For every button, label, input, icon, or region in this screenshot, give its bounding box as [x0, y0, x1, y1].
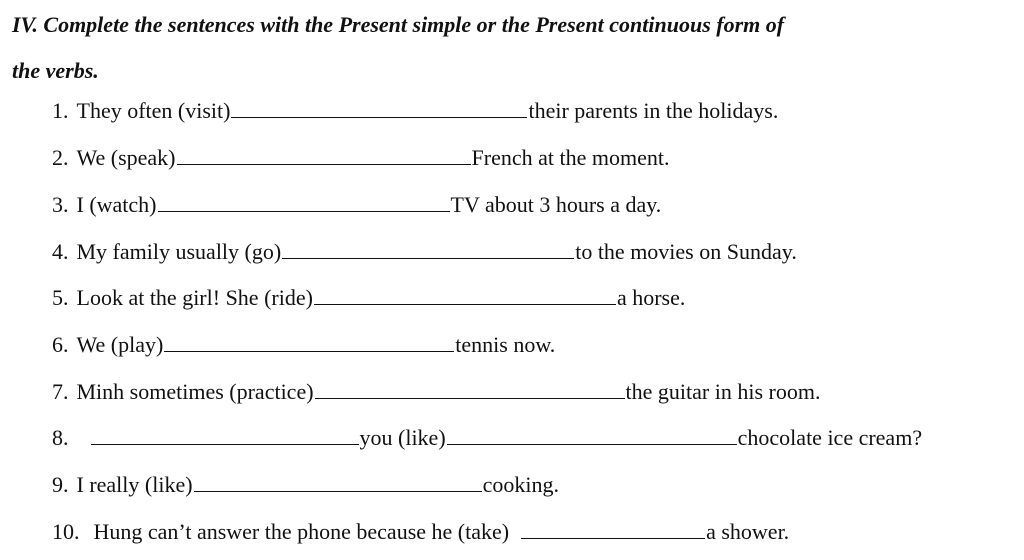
sentence-text-after: chocolate ice cream?: [737, 425, 923, 450]
sentence-text-middle: you (like): [359, 425, 446, 450]
sentence-text-after: TV about 3 hours a day.: [450, 192, 662, 217]
sentence-2: [52, 144, 669, 172]
sentence-text-before: Look at the girl! She (ride): [76, 285, 313, 310]
sentence-text-before: We (play): [76, 332, 164, 357]
answer-blank[interactable]: [282, 257, 574, 259]
sentence-number: 4.: [52, 239, 69, 264]
sentence-number: 7.: [52, 379, 69, 404]
sentence-text-after: French at the moment.: [471, 145, 670, 170]
answer-blank[interactable]: [314, 303, 616, 305]
sentence-4: [52, 238, 797, 266]
sentence-text-after: their parents in the holidays.: [528, 98, 779, 123]
answer-blank[interactable]: [231, 116, 527, 118]
sentence-text-after: to the movies on Sunday.: [575, 239, 797, 264]
sentence-text-before: I really (like): [76, 472, 193, 497]
sentence-text-after: tennis now.: [455, 332, 556, 357]
sentence-number: 1.: [52, 98, 69, 123]
sentence-8: [52, 424, 922, 452]
sentence-number: 6.: [52, 332, 69, 357]
sentence-number: 8.: [52, 425, 69, 450]
sentence-9: [52, 471, 559, 499]
answer-blank[interactable]: [158, 210, 450, 212]
answer-blank[interactable]: [521, 537, 705, 539]
sentence-text-before: We (speak): [76, 145, 176, 170]
answer-blank[interactable]: [194, 490, 482, 492]
sentence-text-before: Minh sometimes (practice): [76, 379, 314, 404]
sentence-text-after: cooking.: [482, 472, 559, 497]
sentence-number: 5.: [52, 285, 69, 310]
answer-blank[interactable]: [177, 163, 471, 165]
sentence-10: [52, 518, 789, 546]
sentence-number: 9.: [52, 472, 69, 497]
sentence-text-before: I (watch): [76, 192, 157, 217]
sentence-1: [52, 97, 778, 125]
exercise-heading: [12, 2, 1012, 94]
sentence-text-before: Hung can’t answer the phone because he (take): [93, 519, 510, 544]
sentence-number: 3.: [52, 192, 69, 217]
sentence-text-after: the guitar in his room.: [625, 379, 821, 404]
sentence-number: 10.: [52, 519, 80, 544]
exercise-heading-line-1: IV. Complete the sentences with the Present simple or the Present continuous form of: [12, 12, 785, 37]
sentence-7: [52, 378, 820, 406]
answer-blank-2[interactable]: [447, 443, 737, 445]
sentence-5: [52, 284, 685, 312]
exercise-heading-line-2: the verbs.: [12, 58, 99, 83]
sentence-6: [52, 331, 555, 359]
sentence-3: [52, 191, 661, 219]
sentence-text-before: My family usually (go): [76, 239, 282, 264]
sentence-number: 2.: [52, 145, 69, 170]
answer-blank[interactable]: [315, 397, 625, 399]
sentence-text-after: a horse.: [616, 285, 686, 310]
answer-blank[interactable]: [164, 350, 454, 352]
answer-blank-1[interactable]: [91, 443, 359, 445]
sentence-text-before: They often (visit): [76, 98, 231, 123]
sentence-text-after: a shower.: [706, 519, 790, 544]
